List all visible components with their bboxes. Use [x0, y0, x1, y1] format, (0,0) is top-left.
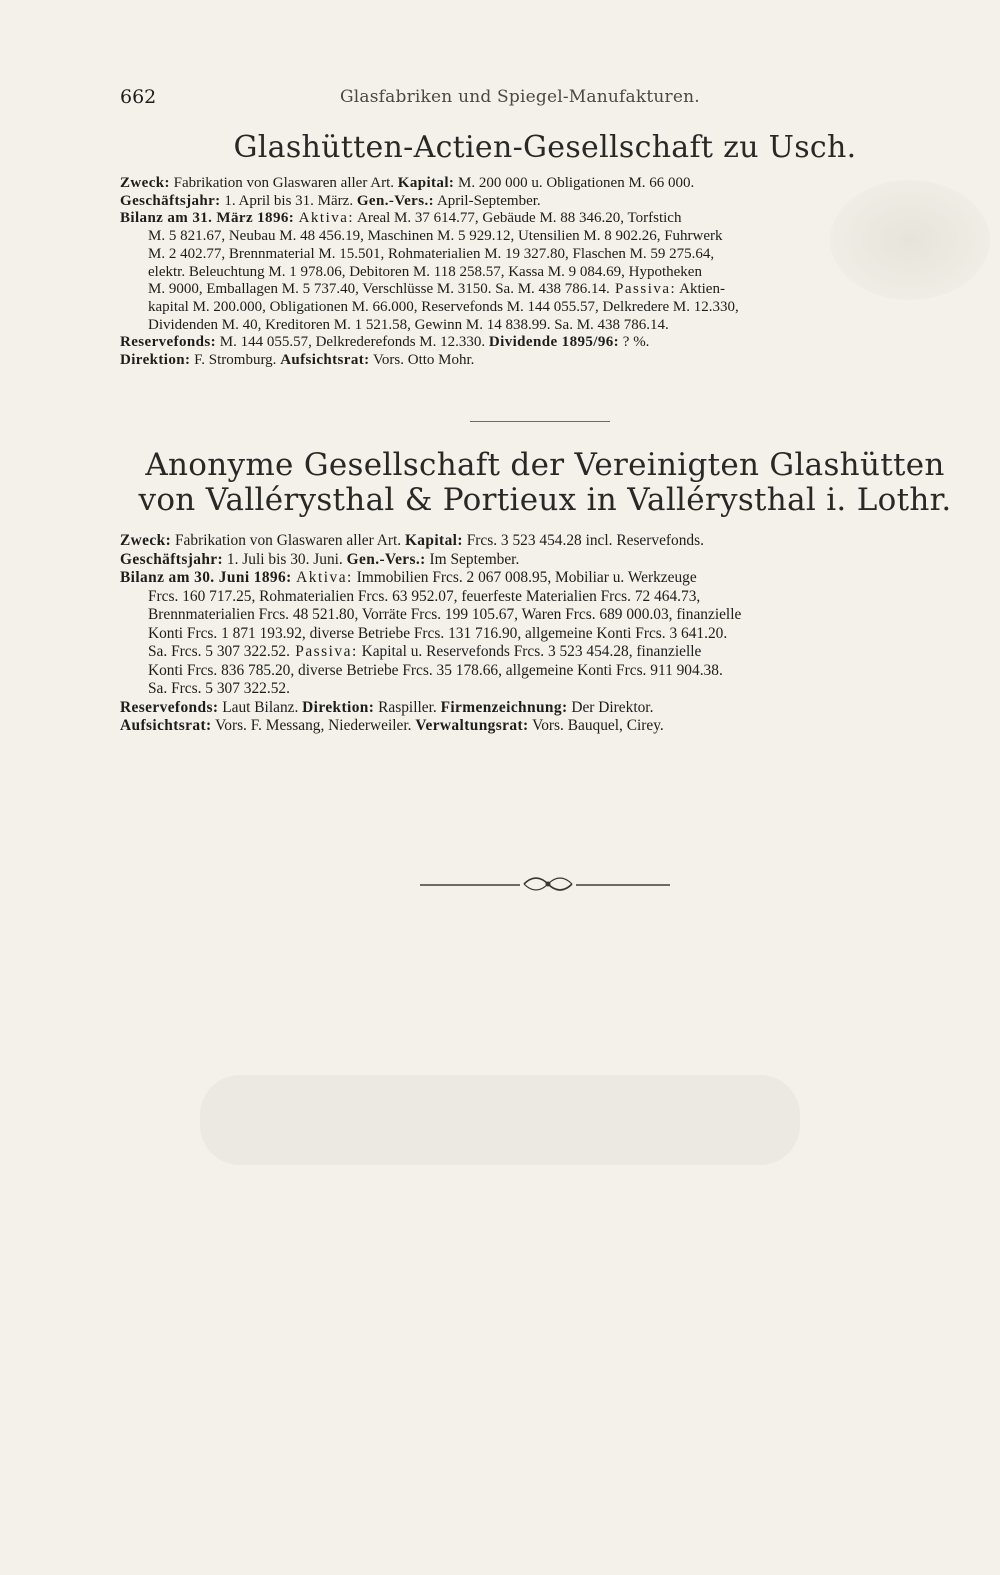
entry-line: Direktion: F. Stromburg. Aufsichtsrat: Vors. Otto Mohr. — [120, 352, 475, 369]
entry-line: M. 5 821.67, Neubau M. 48 456.19, Maschinen M. 5 929.12, Utensilien M. 8 902.26, Fuhrwerk — [148, 228, 723, 245]
entry-line: Bilanz am 31. März 1896: Aktiva: Areal M. 37 614.77, Gebäude M. 88 346.20, Torfstich — [120, 210, 682, 227]
entry-title — [120, 448, 970, 518]
entry-line: Brennmaterialien Frcs. 48 521.80, Vorräte Frcs. 199 105.67, Waren Frcs. 689 000.03, finanzielle — [148, 606, 742, 623]
entry-line: Zweck: Fabrikation von Glaswaren aller Art. Kapital: Frcs. 3 523 454.28 incl. Reservefonds. — [120, 532, 704, 549]
entry-title: Glashütten-Actien-Gesellschaft zu Usch. — [233, 130, 857, 165]
bleed-through-text — [200, 1075, 800, 1165]
entry-line: Dividenden M. 40, Kreditoren M. 1 521.58, Gewinn M. 14 838.99. Sa. M. 438 786.14. — [148, 316, 669, 333]
entry-line: Zweck: Fabrikation von Glaswaren aller Art. Kapital: M. 200 000 u. Obligationen M. 66 000. — [120, 175, 695, 191]
entry-line: Geschäftsjahr: 1. April bis 31. März. Gen.-Vers.: April-September. — [120, 192, 541, 209]
ornament-icon — [520, 873, 576, 895]
section-divider — [470, 421, 610, 422]
entry-title-line-2: von Vallérysthal & Portieux in Vallérysthal i. Lothr. — [138, 482, 952, 518]
entry-title-line-1: Anonyme Gesellschaft der Vereinigten Glashütten — [145, 447, 945, 483]
entry-line: Frcs. 160 717.25, Rohmaterialien Frcs. 63 952.07, feuerfeste Materialien Frcs. 72 464.73, — [148, 587, 701, 605]
running-head — [120, 86, 910, 110]
entry-line: Reservefonds: M. 144 055.57, Delkrederefonds M. 12.330. Dividende 1895/96: ? %. — [120, 334, 650, 351]
entry-line: Geschäftsjahr: 1. Juli bis 30. Juni. Gen.-Vers.: Im September. — [120, 550, 520, 568]
entry-line: M. 2 402.77, Brennmaterial M. 15.501, Rohmaterialien M. 19 327.80, Flaschen M. 59 275.64, — [148, 245, 715, 262]
entry-line: Reservefonds: Laut Bilanz. Direktion: Raspiller. Firmenzeichnung: Der Direktor. — [120, 698, 654, 716]
entry-line: M. 9000, Emballagen M. 5 737.40, Verschlüsse M. 3150. Sa. M. 438 786.14. Passiva: Aktien- — [148, 281, 725, 298]
entry-line: Sa. Frcs. 5 307 322.52. Passiva: Kapital u. Reservefonds Frcs. 3 523 454.28, finanzielle — [148, 643, 702, 660]
entry-line: Aufsichtsrat: Vors. F. Messang, Niederweiler. Verwaltungsrat: Vors. Bauquel, Cirey. — [120, 717, 664, 734]
entry-line: Konti Frcs. 836 785.20, diverse Betriebe Frcs. 35 178.66, allgemeine Konti Frcs. 911 904.38. — [148, 661, 723, 679]
entry-line: kapital M. 200.000, Obligationen M. 66.000, Reservefonds M. 144 055.57, Delkredere M. 12.330, — [148, 298, 739, 315]
entry-line: Bilanz am 30. Juni 1896: Aktiva: Immobilien Frcs. 2 067 008.95, Mobiliar u. Werkzeuge — [120, 569, 697, 586]
company-entry-vallerysthal — [120, 448, 970, 736]
entry-line: Sa. Frcs. 5 307 322.52. — [148, 680, 290, 697]
page-number: 662 — [120, 86, 157, 108]
entry-line: Konti Frcs. 1 871 193.92, diverse Betriebe Frcs. 131 716.90, allgemeine Konti Frcs. 3 641.20. — [148, 624, 728, 642]
entry-line: elektr. Beleuchtung M. 1 978.06, Debitoren M. 118 258.57, Kassa M. 9 084.69, Hypotheken — [148, 263, 702, 280]
running-title: Glasfabriken und Spiegel-Manufakturen. — [340, 87, 700, 107]
company-entry-usch — [120, 130, 970, 370]
